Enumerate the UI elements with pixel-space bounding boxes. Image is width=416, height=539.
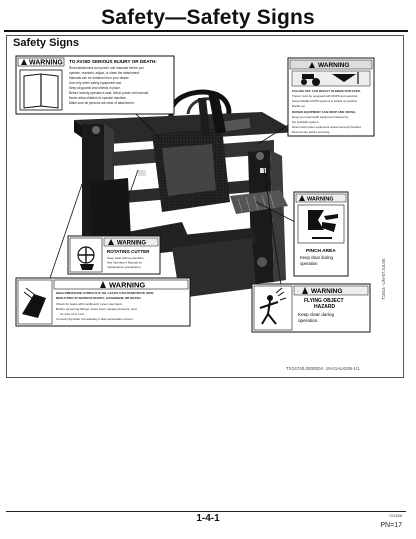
decal-line: FALLING OFF CAN RESULT IN BEING RUN OVER.: [292, 89, 361, 93]
decal-line: Never work under equipment unless securely blocked.: [292, 125, 362, 129]
decal-line: Tractor must be equipped with ROPS and seat belt.: [292, 94, 358, 98]
footer-rule: [6, 511, 406, 512]
decal-title: FLYING OBJECT: [304, 298, 344, 304]
decal-line: Keep clear during: [298, 312, 335, 317]
decal-line: Before loosening fittings: lower load, release pressure, and: [56, 307, 137, 311]
page-title: Safety—Safety Signs: [101, 6, 315, 29]
decal-line: Never allow children to operate machine.: [69, 96, 127, 100]
side-code: T1814 -UN-07JUL05: [381, 258, 386, 300]
decal-line: operation: [300, 261, 318, 266]
decal-line: Read attachment and power unit manuals before you: [69, 66, 144, 70]
title-rule: [4, 30, 408, 32]
warning-decal-manual: [16, 56, 174, 114]
section-title: Safety Signs: [13, 37, 80, 49]
decal-line: Make sure all persons are clear of attachment.: [69, 101, 135, 105]
decal-title: ROTATING CUTTER: [107, 249, 150, 254]
decal-line: Keep foldable ROPS systems in locked up position.: [292, 99, 358, 103]
decal-line: Manuals can be obtained from your dealer.: [69, 76, 130, 80]
pn-label: PN=17: [380, 522, 402, 529]
decal-line: RESULTING IN SERIOUS INJURY, GANGRENE OR DEATH.: [56, 296, 142, 300]
warning-label: WARNING: [307, 196, 334, 203]
decal-line: maintenance precautions.: [107, 265, 142, 269]
tractor-rollover-icon: [292, 71, 370, 86]
decal-heading: TO AVOID SERIOUS INJURY OR DEATH:: [69, 59, 157, 64]
decal-line: HIGH-PRESSURE HYDRAULIC OIL LEAKS CAN PENETRATE SKIN: [56, 291, 154, 295]
flying-object-icon: [254, 286, 292, 330]
decal-line: operate, maintain, adjust, or clean the attachment.: [69, 71, 140, 75]
safety-signs-figure: [12, 52, 400, 374]
pinch-hand-icon: [298, 205, 344, 243]
footer-code: 021808: [389, 514, 402, 518]
decal-line: RAISED EQUIPMENT CAN DROP AND CRUSH.: [292, 110, 356, 114]
manual-book-icon: [20, 70, 62, 110]
hydraulic-leak-hand-icon: [18, 280, 52, 324]
decal-line: Keep clear during operation.: [107, 256, 145, 260]
warning-label: WARNING: [117, 240, 146, 247]
decal-line: Keep all guards and shields in place.: [69, 86, 121, 90]
rotating-cutter-icon: [70, 238, 102, 272]
warning-decal-hydraulic: [16, 278, 190, 326]
decal-line: Before leaving operator's seat, follow power unit manual.: [69, 91, 149, 95]
decal-line: Check for leaks with cardboard; never use hand.: [56, 302, 123, 306]
decal-line: Remove key before servicing.: [292, 130, 331, 134]
warning-label: WARNING: [29, 59, 63, 67]
warning-decal-flying-object: [252, 284, 370, 332]
warning-decal-rops: [288, 58, 374, 136]
decal-title: HAZARD: [314, 304, 336, 310]
decal-line: operation.: [298, 318, 319, 323]
decal-line: Keep clear during: [300, 255, 333, 260]
decal-line: Use only when safety equipment and: [69, 81, 122, 85]
warning-label: WARNING: [311, 288, 343, 295]
decal-line: See Operator's Manual for: [107, 260, 143, 265]
decal-line: be sure oil is cool.: [60, 312, 85, 316]
decal-line: Buckle up.: [292, 104, 306, 108]
decal-line: the hydraulic system.: [292, 120, 320, 124]
decal-line: Consult physician immediately if skin penetration occurs.: [56, 317, 134, 321]
page-number: 1-4-1: [196, 513, 220, 524]
decal-title: PINCH AREA: [306, 249, 336, 254]
warning-decal-pinch: [294, 192, 348, 276]
figure-code: TX14740,0000004 -19-01AUG05-1/1: [286, 366, 360, 371]
decal-line: Never go underneath equipment lowered by: [292, 115, 349, 119]
warning-decal-rotating: [68, 236, 160, 274]
warning-label: WARNING: [109, 280, 146, 290]
warning-label: WARNING: [318, 62, 350, 69]
